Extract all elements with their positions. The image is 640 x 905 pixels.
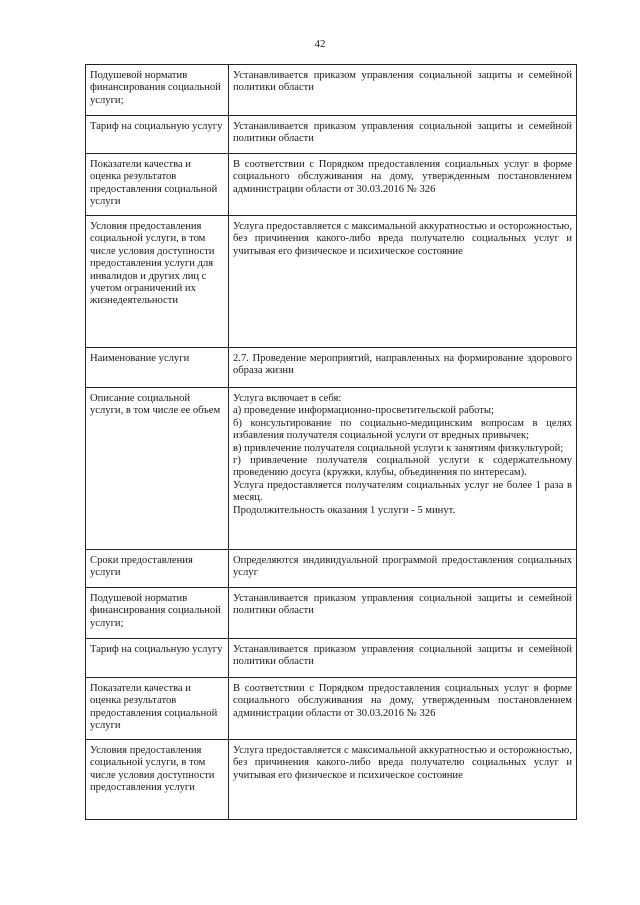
row-label: Подушевой норматив финансирования социальной услуги; xyxy=(86,65,229,116)
table-row xyxy=(86,65,577,116)
value-paragraph: В соответствии с Порядком предоставления социальных услуг в форме социального обслуживания на дому, утвержденным постановлением администрации области от 30.03.2016 № 326 xyxy=(233,159,572,195)
table-row xyxy=(86,639,577,678)
row-label: Описание социальной услуги, в том числе ее объем xyxy=(86,388,229,550)
row-label: Показатели качества и оценка результатов предоставления социальной услуги xyxy=(86,678,229,740)
table-row xyxy=(86,116,577,154)
row-label: Сроки предоставления услуги xyxy=(86,550,229,588)
value-paragraph: Устанавливается приказом управления социальной защиты и семейной политики области xyxy=(233,644,572,668)
row-value xyxy=(229,154,577,216)
row-label: Условия предоставления социальной услуги, в том числе условия доступности предоставления услуги xyxy=(86,740,229,820)
row-value xyxy=(229,216,577,348)
value-paragraph: Устанавливается приказом управления социальной защиты и семейной политики области xyxy=(233,593,572,617)
value-paragraph: Устанавливается приказом управления социальной защиты и семейной политики области xyxy=(233,70,572,94)
table-row xyxy=(86,588,577,639)
value-paragraph: а) проведение информационно-просветительской работы; xyxy=(233,405,494,417)
table-row xyxy=(86,740,577,820)
row-label: Условия предоставления социальной услуги, в том числе условия доступности предоставления услуги для инвалидов и других лиц с учетом ограничений их жизнедеятельности xyxy=(86,216,229,348)
value-paragraph: Устанавливается приказом управления социальной защиты и семейной политики области xyxy=(233,121,572,145)
row-label: Подушевой норматив финансирования социальной услуги; xyxy=(86,588,229,639)
table-row xyxy=(86,678,577,740)
row-label: Наименование услуги xyxy=(86,348,229,388)
page-number: 42 xyxy=(314,38,326,50)
value-paragraph: г) привлечение получателя социальной услуги к содержательному проведению досуга (кружки, клубы, объединения по интересам). xyxy=(233,455,572,479)
value-paragraph: Определяются индивидуальной программой предоставления социальных услуг xyxy=(233,555,572,579)
row-value xyxy=(229,588,577,639)
row-value xyxy=(229,116,577,154)
value-paragraph: Продолжительность оказания 1 услуги - 5 минут. xyxy=(233,504,456,516)
value-paragraph: б) консультирование по социально-медицинским вопросам в целях избавления получателя социальной услуги от вредных привычек; xyxy=(233,417,572,442)
row-value xyxy=(229,65,577,116)
value-paragraph: в) привлечение получателя социальной услуги к занятиям физкультурой; xyxy=(233,442,564,454)
table-row xyxy=(86,348,577,388)
row-label: Показатели качества и оценка результатов предоставления социальной услуги xyxy=(86,154,229,216)
table-row xyxy=(86,388,577,550)
value-paragraph: Услуга предоставляется с максимальной аккуратностью и осторожностью, без причинения какого-либо вреда получателю социальных услуг и учитывая его физическое и психическое состояние xyxy=(233,221,572,257)
row-value xyxy=(229,348,577,388)
row-label: Тариф на социальную услугу xyxy=(86,639,229,678)
row-value xyxy=(229,388,577,550)
value-paragraph: Услуга включает в себя: xyxy=(233,393,342,404)
table-row xyxy=(86,154,577,216)
value-paragraph: В соответствии с Порядком предоставления социальных услуг в форме социального обслуживания на дому, утвержденным постановлением администрации области от 30.03.2016 № 326 xyxy=(233,683,572,719)
row-value xyxy=(229,678,577,740)
row-label: Тариф на социальную услугу xyxy=(86,116,229,154)
value-paragraph: Услуга предоставляется получателям социальных услуг не более 1 раза в месяц. xyxy=(233,479,572,504)
row-value xyxy=(229,639,577,678)
table-row xyxy=(86,550,577,588)
value-paragraph: Услуга предоставляется с максимальной аккуратностью и осторожностью, без причинения какого-либо вреда получателю социальных услуг и учитывая его физическое и психическое состояние xyxy=(233,745,572,781)
value-paragraph: 2.7. Проведение мероприятий, направленных на формирование здорового образа жизни xyxy=(233,353,572,377)
row-value xyxy=(229,550,577,588)
table-row xyxy=(86,216,577,348)
row-value xyxy=(229,740,577,820)
services-table xyxy=(85,64,577,820)
